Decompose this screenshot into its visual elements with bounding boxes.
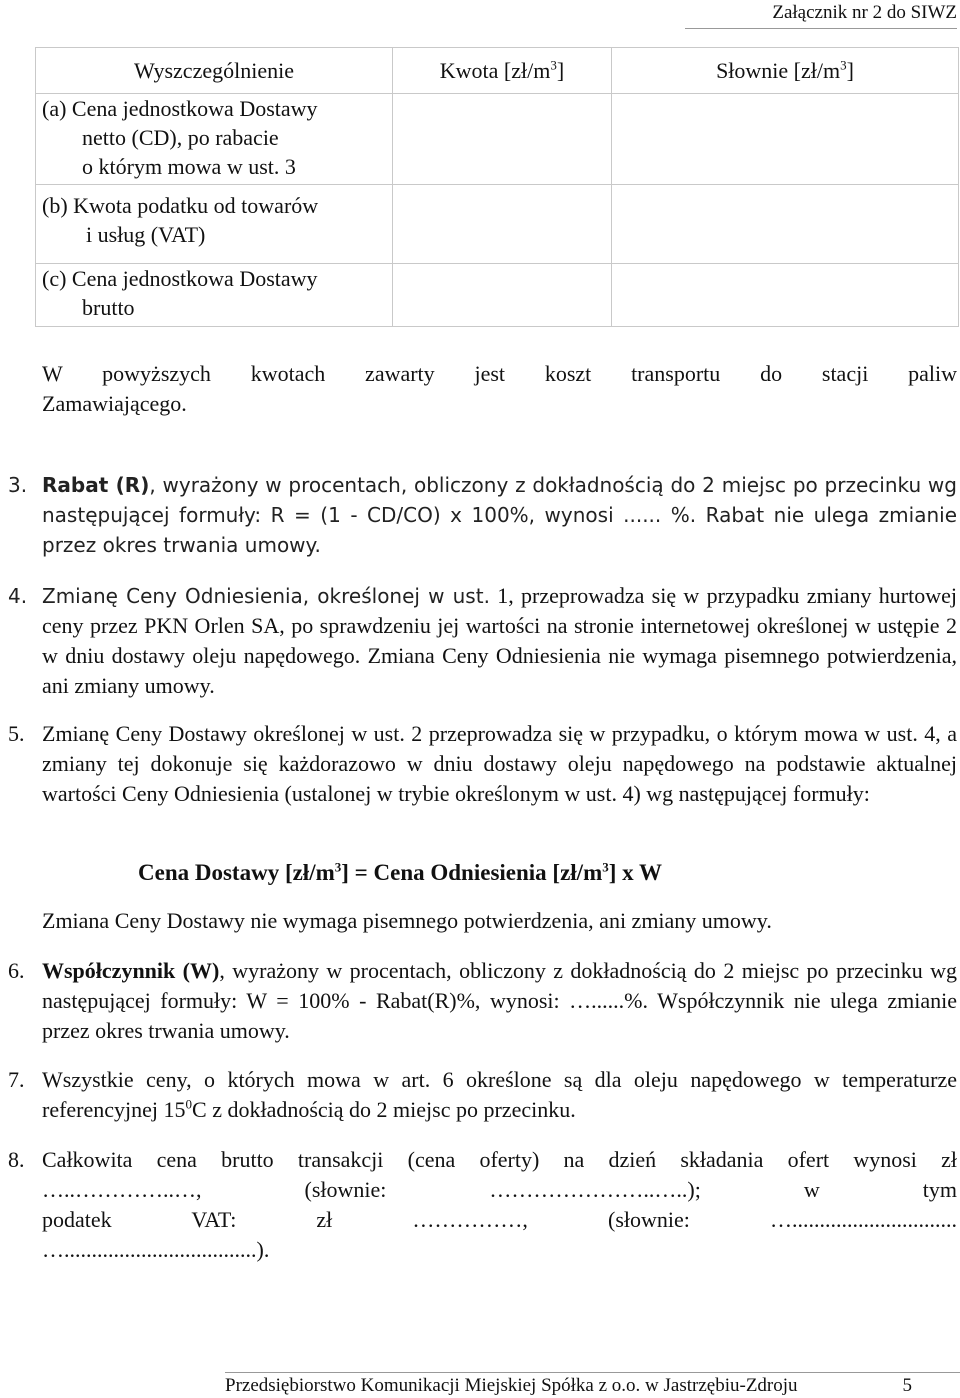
row-c-words [612,264,959,327]
col-spec: Wyszczególnienie [36,48,393,94]
page-number: 5 [902,1375,912,1396]
footer-company: Przedsiębiorstwo Komunikacji Miejskiej Spółka z o.o. w Jastrzębiu-Zdroju [225,1375,798,1396]
col-words: Słownie $[zł/m^3]$ [612,48,959,94]
p8-text: Całkowita cena brutto transakcji (cena oferty) na dzień składania ofert wynosi zł …..…………..…, (słownie: …………………..…..); w tym podatek VAT: zł ……………, (słownie: ….............................. …...................................). [42,1147,957,1262]
p6-text: Współczynnik (W), wyrażony w procentach, obliczony z dokładnością do 2 miejsc po przecinku wg następującej formuły: W = 100% - Rabat(R)%, wynosi: …......%. Współczynnik nie ulega zmianie przez okres trwania umowy. [42,958,957,1043]
row-a-amount [393,94,612,185]
table-row [36,94,959,185]
price-table [35,47,959,327]
p3-number: 3. [8,473,28,497]
p3-text: Rabat (R), wyrażony w procentach, obliczony z dokładnością do 2 miejsc po przecinku wg następującej formuły: R = (1 - CD/CO) x 100%, wynosi ...... %. Rabat nie ulega zmianie przez okres trwania umowy. [42,473,957,557]
table-header-row [36,48,959,94]
row-a-words [612,94,959,185]
p7-text: Wszystkie ceny, o których mowa w art. 6 określone są dla oleju napędowego w temperaturze referencyjnej $15^0C$ z dokładnością do 2 miejsc po przecinku. [42,1067,957,1122]
row-c-label: (c) Cena jednostkowa Dostawy brutto [36,264,393,327]
price-formula: Cena Dostawy $[zł/m^3]$ = Cena Odniesienia $[zł/m^3]$ x W [138,859,662,885]
p8-number: 8. [8,1147,25,1172]
page-footer [225,1372,960,1396]
p4-text: Zmianę Ceny Odniesienia, określonej w ust. 1, przeprowadza się w przypadku zmiany hurtowej ceny przez PKN Orlen SA, po sprawdzeniu jej wartości na stronie internetowej określonej w ustępie 2 w dniu dostawy oleju napędowego. Zmiana Ceny Odniesienia nie wymaga pisemnego potwierdzenia, ani zmiany umowy. [42,583,957,698]
annex-label: Załącznik nr 2 do SIWZ [685,0,957,29]
p5-number: 5. [8,721,25,746]
row-b-amount [393,185,612,264]
p5-note: Zmiana Ceny Dostawy nie wymaga pisemnego potwierdzenia, ani zmiany umowy. [42,908,772,933]
table-row [36,185,959,264]
row-b-words [612,185,959,264]
p5-text: Zmianę Ceny Dostawy określonej w ust. 2 przeprowadza się w przypadku, o którym mowa w ust. 4, a zmiany tej dokonuje się każdorazowo w dniu dostawy oleju napędowego na podstawie aktualnej wartości Ceny Odniesienia (ustalonej w trybie określonym w ust. 4) wg następującej formuły: [42,721,957,806]
row-b-label: (b) Kwota podatku od towarów i usług (VAT) [36,185,393,264]
p6-number: 6. [8,958,25,983]
transport-note: W powyższych kwotach zawarty jest koszt transportu do stacji paliw Zamawiającego. [42,361,957,416]
p4-number: 4. [8,584,28,608]
p7-number: 7. [8,1067,25,1092]
row-c-amount [393,264,612,327]
col-amount: Kwota $[zł/m^3]$ [393,48,612,94]
row-a-label: (a) Cena jednostkowa Dostawy netto (CD), po rabacie o którym mowa w ust. 3 [36,94,393,185]
table-row [36,264,959,327]
